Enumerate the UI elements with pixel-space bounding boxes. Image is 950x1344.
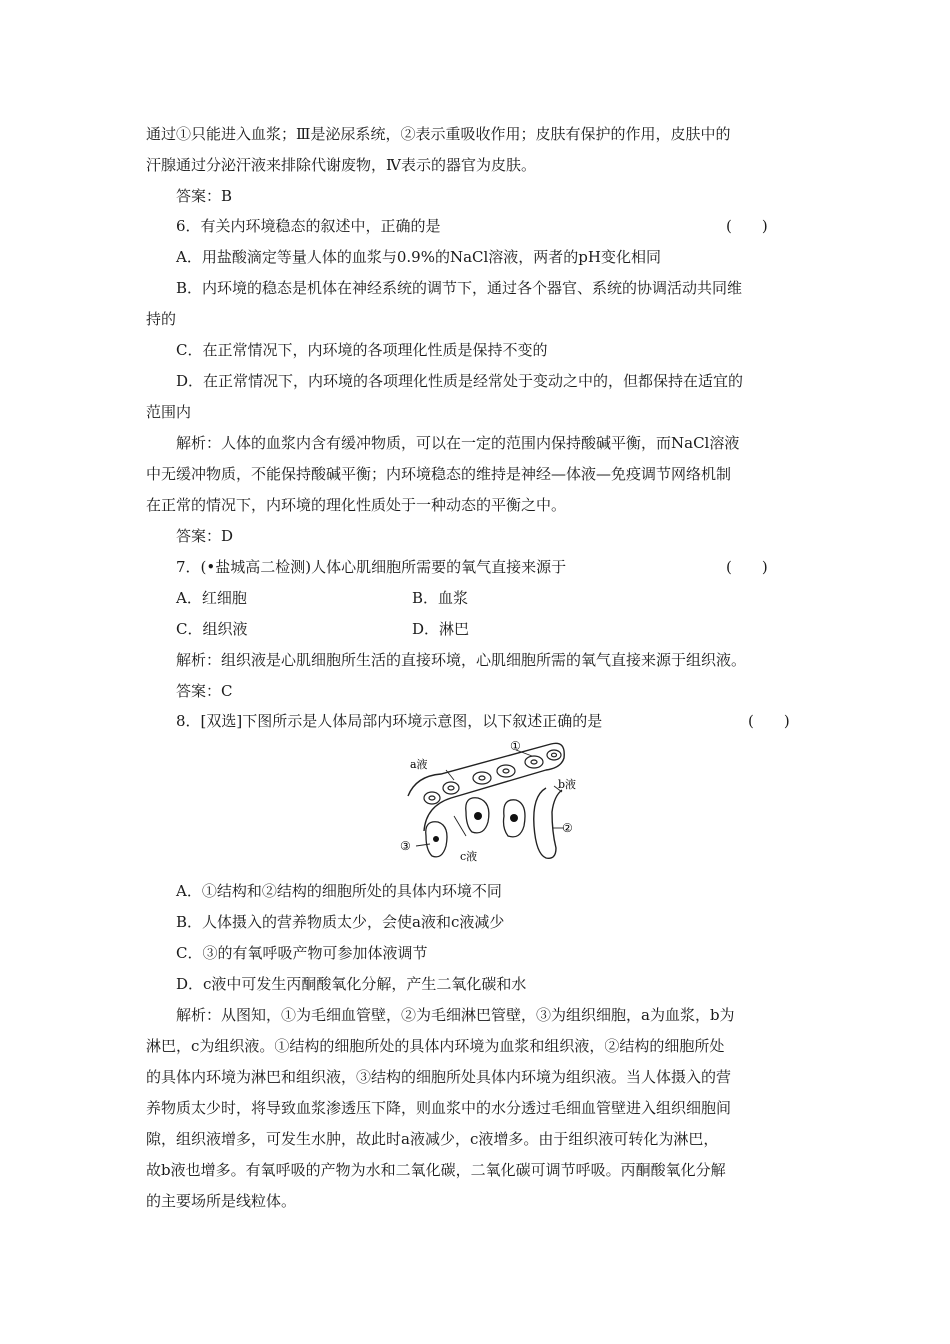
label-c: c液 <box>460 850 478 863</box>
analysis-line: 的具体内环境为淋巴和组织液，③结构的细胞所处具体内环境为组织液。当人体摄入的营 <box>146 1068 732 1086</box>
option-a: A．①结构和②结构的细胞所处的具体内环境不同 <box>176 882 502 900</box>
option-b: B．人体摄入的营养物质太少，会使a液和c液减少 <box>176 913 505 931</box>
option-c: C．组织液 <box>176 620 248 638</box>
option-d: D．淋巴 <box>412 620 470 638</box>
option-a: A．红细胞 <box>176 589 247 607</box>
answer-line: 答案：C <box>176 682 233 700</box>
option-b-cont: 持的 <box>146 310 177 328</box>
text-line: 汗腺通过分泌汗液来排除代谢废物，Ⅳ表示的器官为皮肤。 <box>146 156 536 174</box>
label-a: a液 <box>410 758 428 771</box>
answer-line: 答案：D <box>176 527 234 545</box>
option-b: B．血浆 <box>412 589 469 607</box>
analysis-line: 故b液也增多。有氧呼吸的产物为水和二氧化碳，二氧化碳可调节呼吸。丙酮酸氧化分解 <box>146 1161 726 1179</box>
label-1: ① <box>510 739 521 753</box>
analysis-line: 淋巴，c为组织液。①结构的细胞所处的具体内环境为血浆和组织液，②结构的细胞所处 <box>146 1037 725 1055</box>
analysis-line: 解析：人体的血浆内含有缓冲物质，可以在一定的范围内保持酸碱平衡，而NaCl溶液 <box>176 434 740 452</box>
answer-line: 答案：B <box>176 187 233 205</box>
answer-paren: ( ) <box>748 712 790 730</box>
question-6: 6．有关内环境稳态的叙述中，正确的是 <box>176 217 441 235</box>
answer-paren: ( ) <box>726 558 768 576</box>
question-8: 8．[双选]下图所示是人体局部内环境示意图，以下叙述正确的是 <box>176 712 603 730</box>
label-3: ③ <box>400 839 411 853</box>
option-d: D．在正常情况下，内环境的各项理化性质是经常处于变动之中的，但都保持在适宜的 <box>176 372 744 390</box>
option-d-cont: 范围内 <box>146 403 192 421</box>
analysis-line: 隙，组织液增多，可发生水肿，故此时a液减少，c液增多。由于组织液可转化为淋巴， <box>146 1130 719 1148</box>
internal-environment-diagram <box>396 736 586 868</box>
text-line: 通过①只能进入血浆；Ⅲ是泌尿系统，②表示重吸收作用；皮肤有保护的作用，皮肤中的 <box>146 125 731 143</box>
option-b: B．内环境的稳态是机体在神经系统的调节下，通过各个器官、系统的协调活动共同维 <box>176 279 743 297</box>
option-c: C．③的有氧呼吸产物可参加体液调节 <box>176 944 428 962</box>
analysis-line: 在正常的情况下，内环境的理化性质处于一种动态的平衡之中。 <box>146 496 567 514</box>
analysis-line: 解析：组织液是心肌细胞所生活的直接环境，心肌细胞所需的氧气直接来源于组织液。 <box>176 651 747 669</box>
analysis-line: 中无缓冲物质，不能保持酸碱平衡；内环境稳态的维持是神经—体液—免疫调节网络机制 <box>146 465 732 483</box>
label-2: ② <box>562 821 573 835</box>
analysis-line: 的主要场所是线粒体。 <box>146 1192 297 1210</box>
answer-paren: ( ) <box>726 217 768 235</box>
option-c: C．在正常情况下，内环境的各项理化性质是保持不变的 <box>176 341 548 359</box>
option-a: A．用盐酸滴定等量人体的血浆与0.9%的NaCl溶液，两者的pH变化相同 <box>176 248 661 266</box>
question-7: 7．(•盐城高二检测)人体心肌细胞所需要的氧气直接来源于 <box>176 558 567 576</box>
analysis-line: 解析：从图知，①为毛细血管壁，②为毛细淋巴管壁，③为组织细胞，a为血浆，b为 <box>176 1006 735 1024</box>
option-d: D．c液中可发生丙酮酸氧化分解，产生二氧化碳和水 <box>176 975 527 993</box>
analysis-line: 养物质太少时，将导致血浆渗透压下降，则血浆中的水分透过毛细血管壁进入组织细胞间 <box>146 1099 732 1117</box>
label-b: b液 <box>558 778 577 791</box>
